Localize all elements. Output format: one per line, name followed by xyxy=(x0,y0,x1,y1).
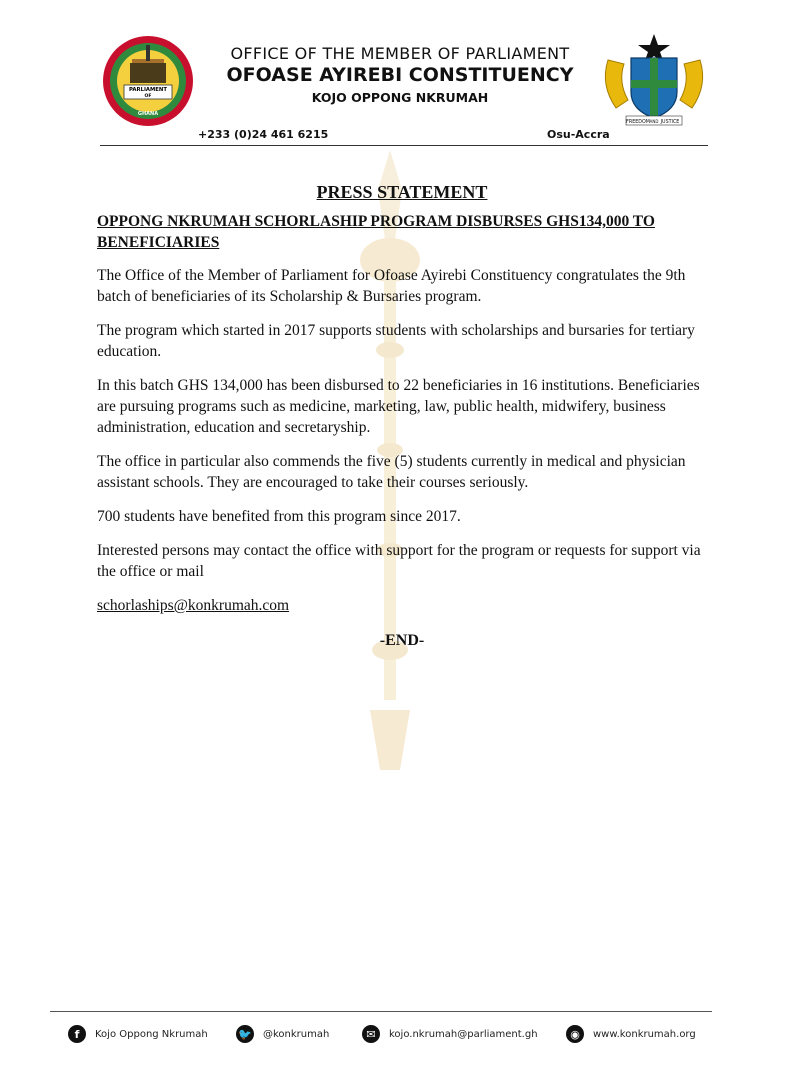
footer-web[interactable] xyxy=(566,1023,696,1045)
mail-icon: ✉ xyxy=(362,1025,380,1043)
svg-text:AND: AND xyxy=(649,119,659,124)
footer-divider xyxy=(50,1011,712,1012)
twitter-icon: 🐦 xyxy=(236,1025,254,1043)
footer-facebook-text: Kojo Oppong Nkrumah xyxy=(95,1028,208,1040)
parliament-logo-text: PARLIAMENT xyxy=(129,87,167,93)
press-statement-body xyxy=(97,182,707,651)
globe-icon: ◉ xyxy=(566,1025,584,1043)
statement-headline: OPPONG NKRUMAH SCHORLASHIP PROGRAM DISBURSES GHS134,000 TO BENEFICIARIES xyxy=(97,213,655,251)
office-location: Osu-Accra xyxy=(547,128,610,141)
statement-paragraph: In this batch GHS 134,000 has been disbursed to 22 beneficiaries in 16 institutions. Beneficiaries are pursuing programs such as medicine, marketing, law, public health, midwifery, business administration, education and secretaryship. xyxy=(97,377,700,436)
office-phone: +233 (0)24 461 6215 xyxy=(198,128,329,141)
contact-email-link[interactable]: schorlaships@konkrumah.com xyxy=(97,597,290,614)
svg-text:OF: OF xyxy=(144,94,152,99)
end-marker: -END- xyxy=(379,632,425,649)
footer-twitter-text: @konkrumah xyxy=(263,1028,330,1040)
statement-paragraph: The program which started in 2017 supports students with scholarships and bursaries for tertiary education. xyxy=(97,322,695,360)
parliament-logo xyxy=(102,35,194,127)
footer-web-text: www.konkrumah.org xyxy=(593,1028,696,1040)
svg-text:FREEDOM: FREEDOM xyxy=(626,120,650,125)
office-title: OFFICE OF THE MEMBER OF PARLIAMENT xyxy=(230,44,570,63)
statement-title: PRESS STATEMENT xyxy=(316,182,488,202)
footer-contacts xyxy=(68,1023,718,1047)
facebook-icon: f xyxy=(68,1025,86,1043)
coat-of-arms-logo xyxy=(598,30,710,130)
footer-mail[interactable] xyxy=(362,1023,538,1045)
svg-text:GHANA: GHANA xyxy=(137,111,159,117)
mp-name: KOJO OPPONG NKRUMAH xyxy=(311,90,489,105)
constituency-title: OFOASE AYIREBI CONSTITUENCY xyxy=(226,64,574,86)
header-divider xyxy=(100,145,708,146)
statement-paragraph: Interested persons may contact the office with support for the program or requests for support via the office or mail xyxy=(97,542,701,580)
statement-paragraph: 700 students have benefited from this program since 2017. xyxy=(97,508,461,525)
footer-mail-text: kojo.nkrumah@parliament.gh xyxy=(389,1028,538,1040)
statement-paragraph: The Office of the Member of Parliament for Ofoase Ayirebi Constituency congratulates the 9th batch of beneficiaries of its Scholarship & Bursaries program. xyxy=(97,267,686,305)
statement-paragraph: The office in particular also commends the five (5) students currently in medical and physician assistant schools. They are encouraged to take their courses seriously. xyxy=(97,453,686,491)
footer-twitter[interactable] xyxy=(236,1023,329,1045)
footer-facebook[interactable] xyxy=(68,1023,208,1045)
svg-text:JUSTICE: JUSTICE xyxy=(660,120,680,125)
